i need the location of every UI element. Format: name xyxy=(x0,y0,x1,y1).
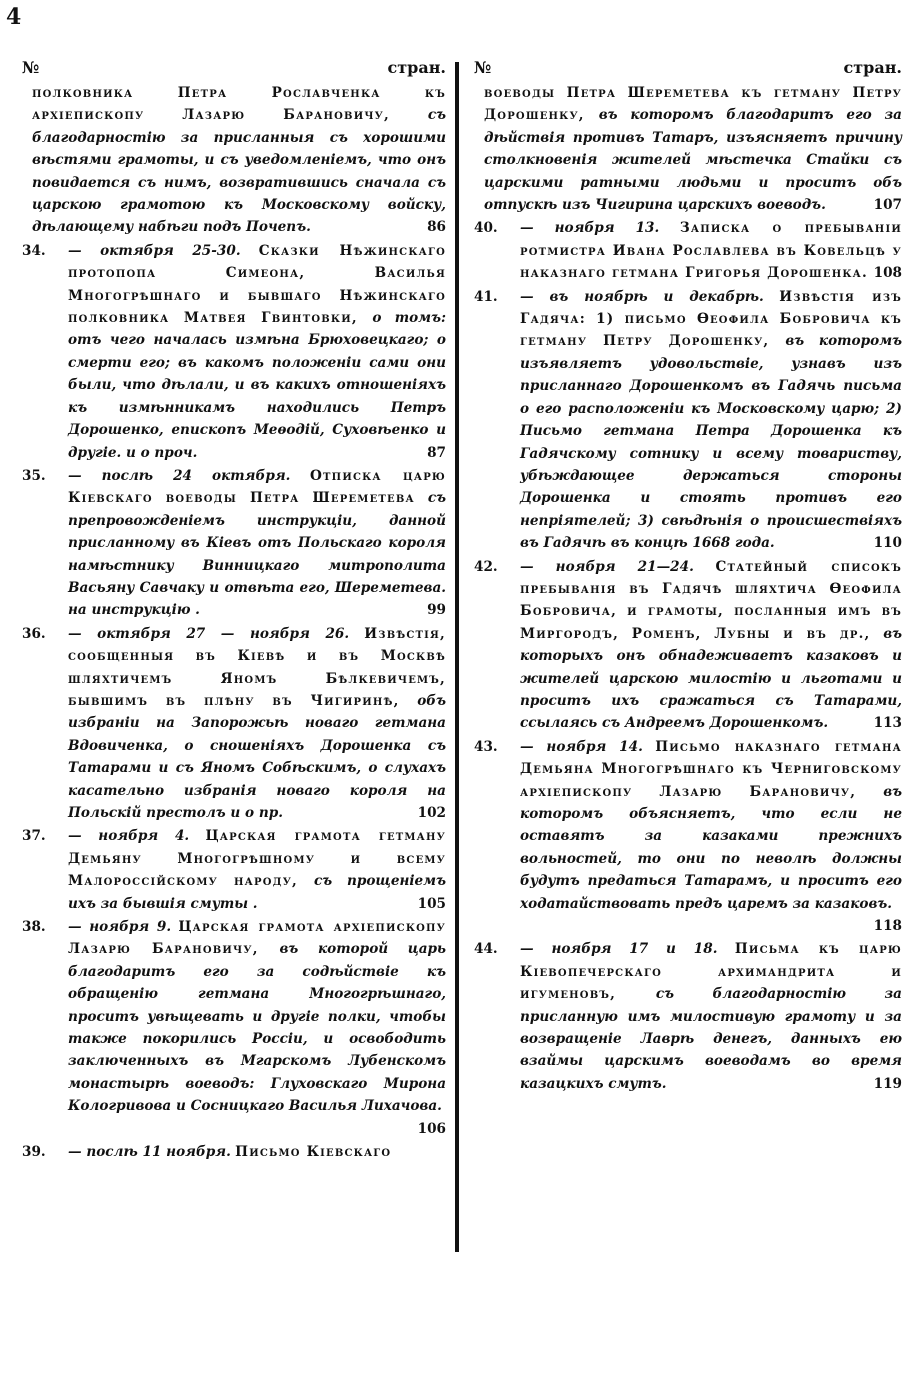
entry-number: 37. xyxy=(22,828,46,845)
entry-number: 42. xyxy=(474,558,498,575)
entry-page: 106 xyxy=(417,1120,446,1137)
entry-body xyxy=(68,465,446,622)
entry-body xyxy=(68,916,446,1140)
toc-entry xyxy=(474,736,902,938)
entry-date: — послѣ 24 октября. xyxy=(68,467,291,484)
entry-page: 87 xyxy=(427,444,446,461)
toc-entry xyxy=(22,240,446,464)
entry-title: Письмо наказнаго гетмана Демьяна Многогрѣшнаго къ Черниговскому архіепископу Лазарю Барановичу, xyxy=(520,738,902,800)
toc-entry xyxy=(22,916,446,1140)
entry-title: полковника Петра Рославченка къ архіепископу Лазарю Барановичу, xyxy=(32,85,446,124)
entry-title: Записка о пребываніи ротмистра Ивана Рославлева въ Ковельцѣ у наказнаго гетмана Григорья Дорошенка. xyxy=(520,220,902,282)
toc-entry xyxy=(474,217,902,284)
number-column-label: № xyxy=(22,58,40,77)
entry-body xyxy=(520,556,902,735)
entry-body xyxy=(520,736,902,938)
entry-body xyxy=(520,286,902,555)
entry-body xyxy=(520,217,902,284)
page-number: 4 xyxy=(6,4,22,30)
entry-number: 39. xyxy=(22,1144,46,1161)
entry-body xyxy=(32,82,446,239)
number-column-label: № xyxy=(474,58,492,77)
entry-title: воеводы Петра Шереметева къ гетману Петру Дорошенку, xyxy=(484,85,902,124)
entry-title: Царская грамота архіепископу Лазарю Барановичу, xyxy=(68,919,446,958)
entry-page: 86 xyxy=(427,219,446,236)
entry-number-cell xyxy=(22,623,68,825)
entry-page: 105 xyxy=(417,895,446,912)
entry-date: — послѣ 11 ноября. xyxy=(68,1144,231,1161)
column-divider xyxy=(455,62,459,1252)
entry-date: — октября 27 — ноября 26. xyxy=(68,625,350,642)
entry-description: съ благодарностію за присланныя съ хорошими вѣстями грамоты, и съ уведомленіемъ, что онъ повидается съ нимъ, возвратившись сначала съ царскою грамотою къ Московскому войску, дѣлающему набѣги подъ Почепъ. xyxy=(32,107,446,236)
entry-date: — ноября 9. xyxy=(68,919,172,936)
entry-number-cell xyxy=(22,82,32,239)
entry-number: 41. xyxy=(474,288,498,305)
entry-number: 44. xyxy=(474,941,498,958)
toc-entry xyxy=(22,82,446,239)
entry-page: 113 xyxy=(873,715,902,732)
entry-description: въ которыхъ онъ обнадеживаетъ казаковъ и жителей царскою милостію и льготами и проситъ ихъ сражаться съ Татарами, ссылаясь съ Андреемъ Дорошенкомъ. xyxy=(520,625,902,732)
entry-number-cell xyxy=(22,916,68,1140)
toc-entry xyxy=(474,82,902,216)
entry-description: о томъ: отъ чего началась измѣна Брюховецкаго; о смерти его; въ какомъ положеніи сами они были, что дѣлали, и въ какихъ отношеніяхъ къ измѣнникамъ находились Петръ Дорошенко, епископъ Меѳодій, Суховѣенко и другіе. и о проч. xyxy=(68,310,446,461)
toc-entry xyxy=(22,825,446,915)
entry-body xyxy=(520,938,902,1095)
entry-number-cell xyxy=(474,736,520,938)
entry-date: — ноября 4. xyxy=(68,828,190,845)
entry-body xyxy=(68,623,446,825)
toc-entry xyxy=(22,465,446,622)
entry-description: съ препровожденіемъ инструкціи, данной присланному въ Кіевъ отъ Польскаго короля намѣстнику Винницкаго митрополита Васьяну Савчаку и отвѣта его, Шереметева. на инструкцію . xyxy=(68,490,446,619)
entry-body xyxy=(484,82,902,216)
entry-title: Письмо Кіевскаго xyxy=(235,1144,392,1161)
entry-page: 102 xyxy=(417,805,446,821)
entry-description: въ которомъ благодаритъ его за дѣйствія противъ Татаръ, изъясняетъ причину столкновенія жителей мѣстечка Стайки съ царскими ратными людьми и проситъ объ отпускѣ изъ Чигирина царскихъ воеводъ. xyxy=(484,107,902,214)
entry-number: 43. xyxy=(474,738,498,755)
entry-number-cell xyxy=(22,240,68,464)
right-entries xyxy=(474,82,902,1095)
entry-body xyxy=(68,825,446,915)
left-column xyxy=(22,58,446,1165)
entry-date: — октября 25-30. xyxy=(68,242,241,259)
page-column-label: стран. xyxy=(387,58,446,77)
entry-title: Отписка царю Кіевскаго воеводы Петра Шереметева xyxy=(68,467,446,507)
entry-number-cell xyxy=(474,286,520,555)
entry-title: Письма къ царю Кіевопечерскаго архимандрита и игуменовъ, xyxy=(520,941,902,1003)
entry-number: 36. xyxy=(22,625,46,642)
entry-page: 107 xyxy=(873,197,902,214)
right-column xyxy=(474,58,902,1096)
entry-number-cell xyxy=(22,465,68,622)
toc-entry xyxy=(22,623,446,825)
left-column-header xyxy=(22,58,446,82)
toc-entry xyxy=(474,556,902,735)
entry-description: въ которой царь благодаритъ его за содѣйствіе къ обращенію гетмана Многогрѣшнаго, проситъ увѣщевать и другіе полки, чтобы также покорились Россіи, и освободить заключенныхъ въ Мгарскомъ Лубенскомъ монастырѣ воеводъ: Глуховскаго Мирона Кологривова и Сосницкаго Василья Лихачова. xyxy=(68,941,446,1115)
entry-page: 119 xyxy=(873,1075,902,1092)
entry-date: — въ ноябрѣ и декабрѣ. xyxy=(520,288,764,305)
left-entries xyxy=(22,82,446,1164)
toc-entry xyxy=(22,1141,446,1163)
entry-body xyxy=(68,240,446,464)
entry-title: Сказки Нѣжинскаго протопопа Симеона, Василья Многогрѣшнаго и бывшаго Нѣжинскаго полковника Матвея Гвинтовки, xyxy=(68,242,446,327)
entry-body xyxy=(68,1141,446,1163)
entry-number-cell xyxy=(474,938,520,1095)
entry-date: — ноября 14. xyxy=(520,738,643,755)
entry-title: Статейный списокъ пребыванія въ Гадячѣ шляхтича Ѳеофила Бобровича, и грамоты, посланныя имъ въ Миргородъ, Роменъ, Лубны и въ др., xyxy=(520,558,902,642)
entry-title: Царская грамота гетману Демьяну Многогрѣшному и всему Малороссійскому народу, xyxy=(68,828,446,890)
entry-number: 34. xyxy=(22,242,46,259)
toc-entry xyxy=(474,286,902,555)
right-column-header xyxy=(474,58,902,82)
entry-description: въ которомъ объясняетъ, что если не оставятъ за казаками прежнихъ вольностей, то они по неволѣ должны будутъ предаться Татарамъ, и проситъ его ходатайствовать предъ царемъ за казаковъ. xyxy=(520,783,902,912)
entry-date: — ноября 13. xyxy=(520,220,660,237)
entry-number: 38. xyxy=(22,919,46,936)
entry-description: съ благодарностію за присланную имъ милостивую грамоту и за возвращеніе Лаврѣ денегъ, данныхъ ею взаймы царскимъ воеводамъ во время казацкихъ смутъ. xyxy=(520,986,902,1092)
entry-number-cell xyxy=(22,1141,68,1163)
entry-number-cell xyxy=(22,825,68,915)
entry-number-cell xyxy=(474,82,484,216)
entry-number-cell xyxy=(474,556,520,735)
entry-description: объ избраніи на Запорожьѣ новаго гетмана Вдовиченка, о сношеніяхъ Дорошенка съ Татарами и съ Яномъ Собѣскимъ, о слухахъ касательно избранія новаго короля на Польскій престолъ и о пр. xyxy=(68,692,446,821)
entry-page: 99 xyxy=(427,602,446,619)
entry-number: 40. xyxy=(474,220,498,237)
page-column-label: стран. xyxy=(843,58,902,77)
entry-description: въ которомъ изъявляетъ удовольствіе, узнавъ изъ присланнаго Дорошенкомъ въ Гадячь письма о его расположеніи къ Московскому царю; 2) Письмо гетмана Петра Дорошенка къ Гадячскому сотнику и всему товариству, убѣждающее держаться стороны Дорошенка и стоять противъ его непріятелей; 3) свѣдѣнія о происшествіяхъ въ Гадячѣ въ концѣ 1668 года. xyxy=(520,333,903,552)
entry-number: 35. xyxy=(22,467,46,484)
entry-description: съ прощеніемъ ихъ за бывшія смуты . xyxy=(68,873,446,912)
entry-page: 118 xyxy=(873,918,902,935)
toc-entry xyxy=(474,938,902,1095)
entry-page: 110 xyxy=(873,535,902,552)
entry-page: 108 xyxy=(873,265,902,282)
entry-date: — ноября 17 и 18. xyxy=(520,941,718,958)
entry-date: — ноября 21—24. xyxy=(520,558,694,575)
entry-title: Извѣстія, сообщенныя въ Кіевѣ и въ Москвѣ шляхтичемъ Яномъ Бѣлкевичемъ, бывшимъ въ плѣну въ Чигиринѣ, xyxy=(68,625,446,709)
entry-title: Извѣстія изъ Гадяча: 1) письмо Ѳеофила Бобровича къ гетману Петру Дорошенку, xyxy=(520,288,902,350)
entry-number-cell xyxy=(474,217,520,284)
